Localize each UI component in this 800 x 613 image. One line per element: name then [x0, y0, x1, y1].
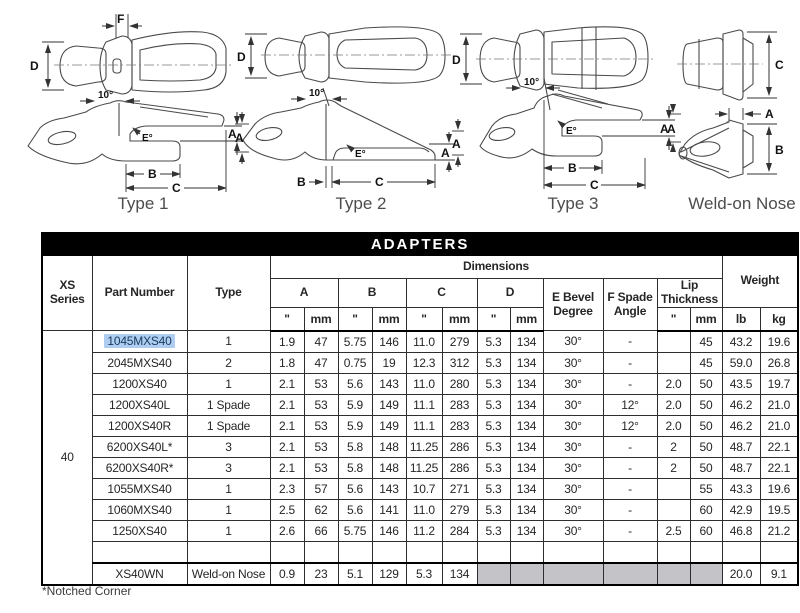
data-cell: 134 — [510, 373, 543, 394]
table-row — [42, 499, 798, 520]
data-cell: 2.3 — [270, 478, 304, 499]
data-cell: 2.0 — [657, 415, 690, 436]
dim-label-a-left: A — [452, 137, 461, 151]
data-cell: 146 — [372, 520, 406, 541]
data-cell: 149 — [372, 394, 406, 415]
part-number-cell: 1200XS40 — [92, 373, 187, 394]
data-cell: 5.3 — [477, 478, 510, 499]
data-cell — [338, 541, 372, 563]
data-cell: 2 — [657, 457, 690, 478]
data-cell: 5.3 — [477, 457, 510, 478]
data-cell: 30° — [543, 478, 603, 499]
data-cell: 283 — [442, 394, 477, 415]
data-cell: 9.1 — [760, 563, 798, 585]
col-header-dimensions: Dimensions — [270, 255, 722, 279]
data-cell: - — [603, 478, 657, 499]
dim-label-d: D — [30, 59, 39, 73]
adapter-type-drawings — [0, 0, 800, 230]
data-cell — [760, 541, 798, 563]
data-cell — [270, 541, 304, 563]
data-cell — [603, 563, 657, 585]
data-cell: 3 — [187, 457, 270, 478]
data-cell: - — [603, 520, 657, 541]
unit-header-in: " — [270, 307, 304, 331]
data-cell: 30° — [543, 352, 603, 373]
data-cell — [543, 541, 603, 563]
data-cell: 5.3 — [477, 520, 510, 541]
part-number-cell: 1250XS40 — [92, 520, 187, 541]
data-cell: 134 — [442, 563, 477, 585]
data-cell: 47 — [304, 331, 338, 353]
data-cell: - — [603, 499, 657, 520]
table-row — [42, 415, 798, 436]
part-number-cell: 1200XS40R — [92, 415, 187, 436]
data-cell — [543, 563, 603, 585]
type1-title: Type 1 — [117, 194, 169, 213]
table-row — [42, 394, 798, 415]
data-cell: 30° — [543, 415, 603, 436]
data-cell: 12° — [603, 415, 657, 436]
unit-header-mm: mm — [510, 307, 543, 331]
data-cell: 5.75 — [338, 331, 372, 353]
data-cell: 22.1 — [760, 457, 798, 478]
data-cell: 0.9 — [270, 563, 304, 585]
data-cell: 286 — [442, 436, 477, 457]
data-cell: 30° — [543, 394, 603, 415]
data-cell: 143 — [372, 478, 406, 499]
dim-label-a: A — [228, 127, 237, 141]
data-cell: 60 — [690, 520, 722, 541]
data-cell: 22.1 — [760, 436, 798, 457]
data-cell: 11.25 — [406, 436, 442, 457]
dim-label-bevel: E° — [566, 126, 577, 137]
unit-header-mm: mm — [442, 307, 477, 331]
data-cell: 53 — [304, 436, 338, 457]
data-cell — [722, 541, 760, 563]
data-cell — [657, 499, 690, 520]
table-row — [42, 520, 798, 541]
data-cell: 53 — [304, 373, 338, 394]
data-cell: 43.3 — [722, 478, 760, 499]
data-cell: 11.25 — [406, 457, 442, 478]
unit-header-lb: lb — [722, 307, 760, 331]
data-cell: 30° — [543, 331, 603, 353]
data-cell: 19.6 — [760, 331, 798, 353]
unit-header-in: " — [338, 307, 372, 331]
data-cell: 11.2 — [406, 520, 442, 541]
data-cell — [657, 541, 690, 563]
footnote: *Notched Corner — [42, 584, 132, 598]
unit-header-mm: mm — [372, 307, 406, 331]
type3-drawing — [452, 8, 677, 220]
data-cell: 141 — [372, 499, 406, 520]
part-number-cell — [92, 541, 187, 563]
data-cell: 30° — [543, 457, 603, 478]
data-cell — [372, 541, 406, 563]
data-cell: 5.6 — [338, 499, 372, 520]
data-cell: 5.8 — [338, 457, 372, 478]
data-cell: 30° — [543, 436, 603, 457]
dim-label-d: D — [237, 50, 246, 64]
data-cell: 50 — [690, 436, 722, 457]
unit-header-in: " — [657, 307, 690, 331]
type2-drawing — [235, 8, 457, 220]
data-cell: 279 — [442, 499, 477, 520]
data-cell: 50 — [690, 457, 722, 478]
dim-label-a-right: A — [660, 122, 669, 136]
data-cell: 23 — [304, 563, 338, 585]
data-cell — [477, 541, 510, 563]
dim-label-b: B — [775, 143, 784, 157]
data-cell: 53 — [304, 457, 338, 478]
data-cell: 26.8 — [760, 352, 798, 373]
part-number-cell: 2045MXS40 — [92, 352, 187, 373]
data-cell: 66 — [304, 520, 338, 541]
data-cell: 43.5 — [722, 373, 760, 394]
data-cell — [657, 331, 690, 353]
data-cell: 2.1 — [270, 436, 304, 457]
table-row — [42, 352, 798, 373]
data-cell: 134 — [510, 520, 543, 541]
data-cell: 5.9 — [338, 415, 372, 436]
data-cell: - — [603, 436, 657, 457]
data-cell — [657, 563, 690, 585]
data-cell: 43.2 — [722, 331, 760, 353]
data-cell: - — [603, 331, 657, 353]
data-cell: 134 — [510, 352, 543, 373]
data-cell: 47 — [304, 352, 338, 373]
data-cell: 5.6 — [338, 478, 372, 499]
dim-label-d: D — [452, 53, 461, 67]
data-cell: 2.1 — [270, 415, 304, 436]
data-cell: 1 — [187, 373, 270, 394]
data-cell: 11.0 — [406, 331, 442, 353]
col-header-dim-a: A — [270, 279, 338, 308]
data-cell: 19.6 — [760, 478, 798, 499]
data-cell: 5.3 — [477, 499, 510, 520]
unit-header-mm: mm — [690, 307, 722, 331]
data-cell: 134 — [510, 478, 543, 499]
col-header-xs-series: XS Series — [42, 255, 92, 331]
unit-header-in: " — [477, 307, 510, 331]
data-cell: 50 — [690, 373, 722, 394]
data-cell: - — [603, 373, 657, 394]
data-cell: 19.5 — [760, 499, 798, 520]
dim-label-a-right: A — [441, 146, 450, 160]
part-number-cell: XS40WN — [92, 563, 187, 585]
data-cell: 53 — [304, 394, 338, 415]
highlighted-part-number[interactable]: 1045MXS40 — [104, 334, 174, 348]
dim-label-c: C — [172, 181, 181, 195]
data-cell: 5.3 — [477, 373, 510, 394]
data-cell: 53 — [304, 415, 338, 436]
data-cell: 5.6 — [338, 373, 372, 394]
data-cell: 62 — [304, 499, 338, 520]
data-cell — [690, 541, 722, 563]
data-cell: 2 — [187, 352, 270, 373]
dim-label-c: C — [375, 175, 384, 189]
data-cell: Weld-on Nose — [187, 563, 270, 585]
data-cell: 3 — [187, 436, 270, 457]
data-cell: 57 — [304, 478, 338, 499]
data-cell: 60 — [690, 499, 722, 520]
table-row — [42, 563, 798, 585]
dim-label-a-left: A — [667, 122, 676, 136]
col-header-dim-d: D — [477, 279, 543, 308]
part-number-cell — [92, 331, 187, 353]
data-cell: 312 — [442, 352, 477, 373]
data-cell — [690, 563, 722, 585]
data-cell: 2.0 — [657, 394, 690, 415]
data-cell: 1 — [187, 478, 270, 499]
data-cell: 2.5 — [657, 520, 690, 541]
data-cell: 1 Spade — [187, 394, 270, 415]
data-cell — [510, 563, 543, 585]
data-cell: 46.2 — [722, 415, 760, 436]
data-cell: 2.1 — [270, 373, 304, 394]
dim-label-angle: 10° — [524, 77, 540, 88]
data-cell: 48.7 — [722, 457, 760, 478]
data-cell: 129 — [372, 563, 406, 585]
data-cell — [477, 563, 510, 585]
col-header-part-number: Part Number — [92, 255, 187, 331]
data-cell: 2.1 — [270, 394, 304, 415]
col-header-dim-b: B — [338, 279, 406, 308]
type1-drawing — [22, 8, 244, 220]
data-cell: 283 — [442, 415, 477, 436]
part-number-cell: 1200XS40L — [92, 394, 187, 415]
type3-title: Type 3 — [547, 194, 599, 213]
data-cell: 134 — [510, 499, 543, 520]
dim-label-f: F — [117, 12, 125, 26]
data-cell: 1 — [187, 499, 270, 520]
part-number-cell: 6200XS40R* — [92, 457, 187, 478]
data-cell: 12° — [603, 394, 657, 415]
data-cell: 55 — [690, 478, 722, 499]
data-cell: 148 — [372, 457, 406, 478]
adapters-table — [41, 232, 799, 586]
data-cell: 5.3 — [406, 563, 442, 585]
data-cell: 143 — [372, 373, 406, 394]
unit-header-mm: mm — [304, 307, 338, 331]
data-cell: 5.3 — [477, 352, 510, 373]
table-title: ADAPTERS — [42, 233, 798, 255]
data-cell: 5.3 — [477, 436, 510, 457]
col-header-dim-c: C — [406, 279, 477, 308]
data-cell: 280 — [442, 373, 477, 394]
data-cell: 30° — [543, 499, 603, 520]
data-cell: 134 — [510, 415, 543, 436]
data-cell: 148 — [372, 436, 406, 457]
data-cell: 0.75 — [338, 352, 372, 373]
part-number-cell: 1055MXS40 — [92, 478, 187, 499]
data-cell: - — [603, 457, 657, 478]
data-cell: 46.8 — [722, 520, 760, 541]
data-cell: 5.1 — [338, 563, 372, 585]
data-cell: 11.0 — [406, 499, 442, 520]
data-cell: 21.2 — [760, 520, 798, 541]
data-cell — [657, 352, 690, 373]
table-row — [42, 457, 798, 478]
data-cell: 279 — [442, 331, 477, 353]
data-cell — [603, 541, 657, 563]
data-cell: 30° — [543, 373, 603, 394]
unit-header-in: " — [406, 307, 442, 331]
table-row — [42, 331, 798, 353]
data-cell: 271 — [442, 478, 477, 499]
data-cell: 2.1 — [270, 457, 304, 478]
data-cell: 134 — [510, 394, 543, 415]
data-cell: 11.1 — [406, 415, 442, 436]
data-cell: 5.8 — [338, 436, 372, 457]
data-cell: 5.75 — [338, 520, 372, 541]
adapters-tbody — [42, 331, 798, 585]
data-cell: 134 — [510, 331, 543, 353]
data-cell: 50 — [690, 415, 722, 436]
data-cell — [304, 541, 338, 563]
dim-label-b: B — [148, 167, 157, 181]
col-header-e-bevel: E Bevel Degree — [543, 279, 603, 331]
data-cell: 10.7 — [406, 478, 442, 499]
data-cell: 45 — [690, 352, 722, 373]
part-number-cell: 6200XS40L* — [92, 436, 187, 457]
data-cell: 134 — [510, 457, 543, 478]
dim-label-b: B — [297, 175, 306, 189]
data-cell: 1 Spade — [187, 415, 270, 436]
data-cell: 134 — [510, 436, 543, 457]
data-cell: 20.0 — [722, 563, 760, 585]
dim-label-b: B — [568, 161, 577, 175]
table-row — [42, 478, 798, 499]
part-number-cell: 1060MXS40 — [92, 499, 187, 520]
weldon-nose-title: Weld-on Nose — [688, 194, 796, 213]
data-cell: 286 — [442, 457, 477, 478]
dim-label-bevel: E° — [142, 133, 153, 144]
data-cell: 11.1 — [406, 394, 442, 415]
dim-label-angle: 10° — [98, 90, 114, 101]
xs-series-cell: 40 — [42, 331, 92, 585]
col-header-lip-thickness: Lip Thickness — [657, 279, 722, 308]
dim-label-bevel: E° — [355, 149, 366, 160]
data-cell: 42.9 — [722, 499, 760, 520]
data-cell: 48.7 — [722, 436, 760, 457]
data-cell: 50 — [690, 394, 722, 415]
data-cell: 5.3 — [477, 415, 510, 436]
data-cell: 21.0 — [760, 394, 798, 415]
dim-label-a-left: A — [235, 131, 244, 145]
data-cell: 149 — [372, 415, 406, 436]
col-header-weight: Weight — [722, 255, 798, 307]
data-cell: 19.7 — [760, 373, 798, 394]
data-cell: 46.2 — [722, 394, 760, 415]
dim-label-angle: 10° — [309, 88, 325, 99]
data-cell: 1 — [187, 520, 270, 541]
col-header-type: Type — [187, 255, 270, 331]
data-cell — [510, 541, 543, 563]
data-cell: 19 — [372, 352, 406, 373]
data-cell: 1.9 — [270, 331, 304, 353]
table-row — [42, 541, 798, 563]
data-cell: 146 — [372, 331, 406, 353]
dim-label-a-right: A — [765, 107, 774, 121]
dim-label-c: C — [590, 178, 599, 192]
data-cell: 2.6 — [270, 520, 304, 541]
col-header-f-spade: F Spade Angle — [603, 279, 657, 331]
table-row — [42, 436, 798, 457]
data-cell: 2.0 — [657, 373, 690, 394]
unit-header-kg: kg — [760, 307, 798, 331]
data-cell: 5.3 — [477, 394, 510, 415]
data-cell: 45 — [690, 331, 722, 353]
data-cell: 12.3 — [406, 352, 442, 373]
data-cell — [442, 541, 477, 563]
data-cell: 5.9 — [338, 394, 372, 415]
data-cell: 2.5 — [270, 499, 304, 520]
data-cell — [657, 478, 690, 499]
data-cell — [187, 541, 270, 563]
data-cell: - — [603, 352, 657, 373]
data-cell: 5.3 — [477, 331, 510, 353]
data-cell: 59.0 — [722, 352, 760, 373]
data-cell: 284 — [442, 520, 477, 541]
data-cell — [406, 541, 442, 563]
data-cell: 21.0 — [760, 415, 798, 436]
dim-label-c: C — [775, 58, 784, 72]
data-cell: 1.8 — [270, 352, 304, 373]
data-cell: 1 — [187, 331, 270, 353]
type2-title: Type 2 — [335, 194, 387, 213]
data-cell: 30° — [543, 520, 603, 541]
data-cell: 11.0 — [406, 373, 442, 394]
weldon-nose-drawing — [665, 8, 798, 220]
table-row — [42, 373, 798, 394]
data-cell: 2 — [657, 436, 690, 457]
